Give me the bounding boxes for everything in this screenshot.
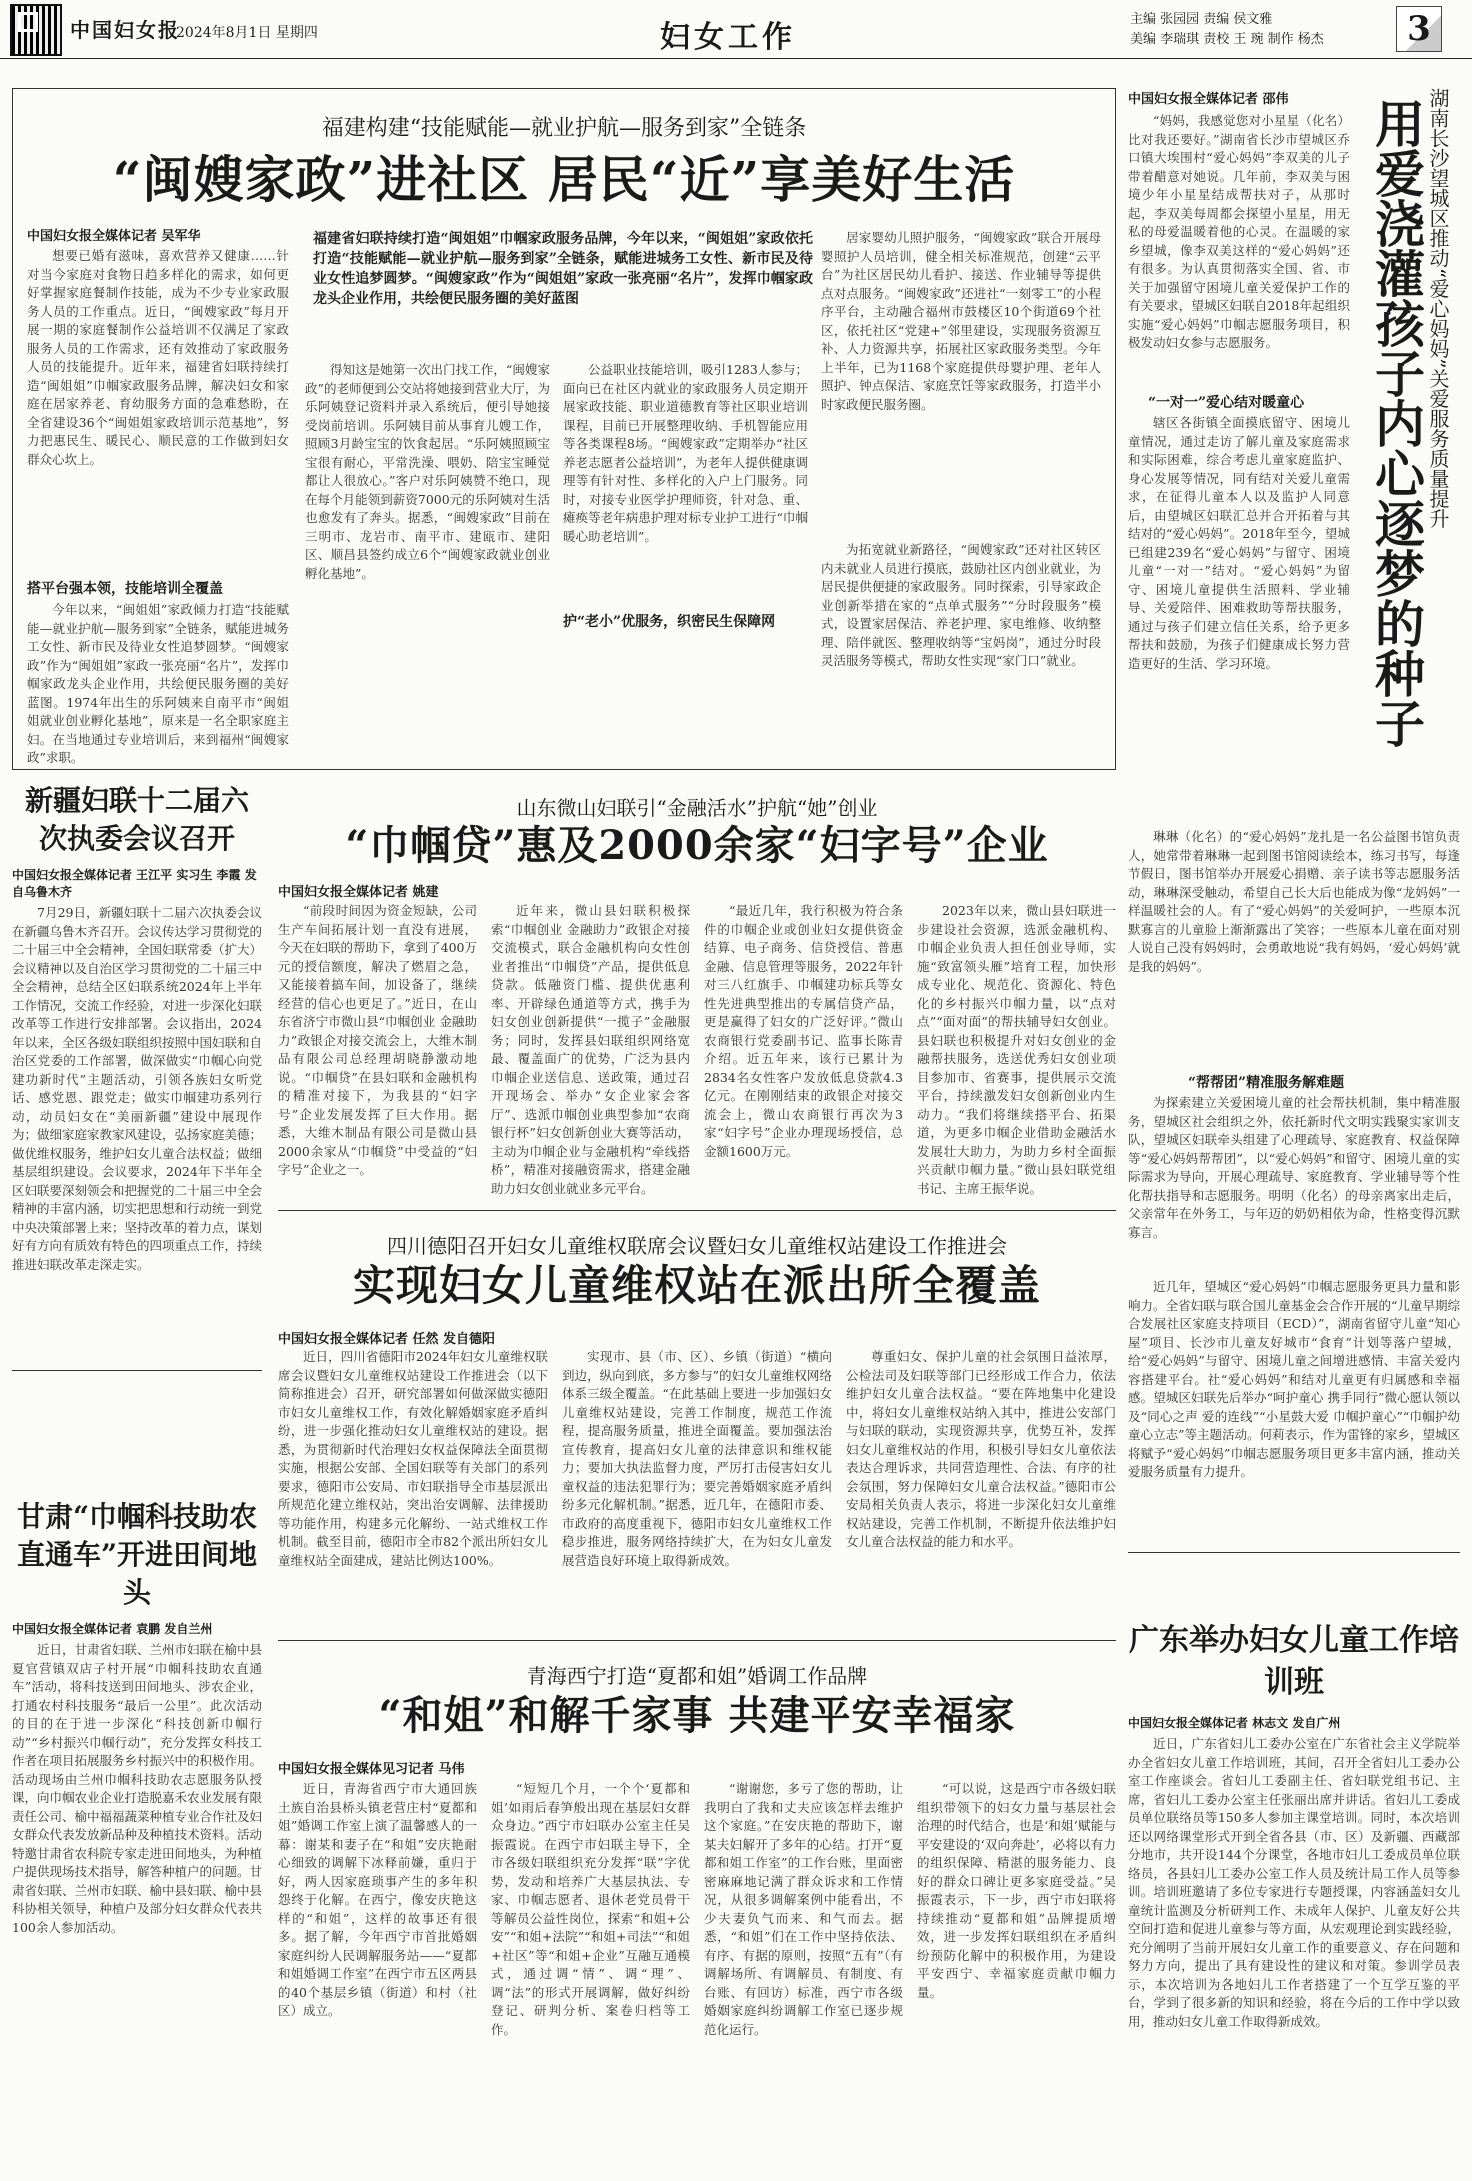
editors-line-2: 美编 李瑞琪 责校 王 琬 制作 杨杰 (1130, 32, 1324, 47)
paragraph: 近年来，微山县妇联积极探索“巾帼创业 金融助力”政银企对接交流模式，联合金融机构向女性创业者推出“巾帼贷”产品，提供低息贷款。低融资门槛、提供优惠利率、开辟绿色通道等方式，携手为妇女创业创新提供“一揽子”金融服务；同时，发挥县妇联组织网络宽最、覆盖面广的优势，广泛为县内巾帼企业送信息、送政策，通过召开现场会、举办“女企业家会客厅”、选派巾帼创业典型参加“农商银行杯”妇女创新创业大赛等活动，主动为巾帼企业与金融机构“牵线搭桥”，精准对接融资需求，搭建金融助力妇女创业就业多元平台。 (491, 903, 690, 1196)
section-title: 妇女工作 (660, 20, 796, 55)
article-byline: 中国妇女报全媒体记者 林志文 发自广州 (1128, 1716, 1341, 1730)
article-column (278, 1780, 477, 2148)
article-xinjiang (12, 782, 262, 1362)
paragraph: 想要已婚有滋味，喜欢营养又健康……针对当今家庭对食物日趋多样化的需求，如何更好掌握家庭餐制作技能，成为不少专业家政服务人员的工作重点。近日，“闽嫂家政”每月开展一期的家庭餐制作公益培训不仅满足了家政服务人员的工作需求，还有效推动了家政服务人员的技能提升。近年来，福建省妇联持续打造“闽姐姐”巾帼家政服务品牌，解决妇女和家庭在居家养老、育幼服务方面的急难愁盼，在全省建设36个“闽姐姐家政培训示范基地”，努力把惠民生、暖民心、顺民意的工作做到妇女群众心坎上。 (27, 248, 289, 467)
article-guangdong (1128, 1620, 1460, 2150)
article-byline: 中国妇女报全媒体记者 邵伟 (1128, 92, 1289, 107)
article-headline: 实现妇女儿童维权站在派出所全覆盖 (352, 1261, 1041, 1310)
article-sichuan (278, 1216, 1116, 1626)
paragraph: 2023年以来，微山县妇联进一步建设社会资源，选派金融机构、巾帼企业负责人担任创业导师，实施“致富领头雁”培育工程，加快形成专业化、规范化、资源化、特色化的乡村振兴巾帼力量，以“点对点”“面对面”的帮扶辅导妇女创业。县妇联也积极提升对妇女创业的金融帮扶服务，选送优秀妇女创业项目参加市、省赛事，提供展示交流平台，持续激发妇女创新创业内生动力。“我们将继续搭平台、拓渠道，为更多巾帼企业借助金融活水发展壮大助力，为助力乡村全面振兴贡献巾帼力量。”微山县妇联党组书记、主席王振华说。 (917, 903, 1116, 1196)
paragraph: 实现市、县（市、区）、乡镇（街道）“横向到边，纵向到底，多方参与”的妇女儿童维权网络体系三级全覆盖。“在此基础上要进一步加强妇女儿童维权站建设，完善工作制度，规范工作流程，提高服务质量，推进全面覆盖。要加强法治宣传教育，提高妇女儿童的法律意识和维权能力；要加大执法监督力度，严厉打击侵害妇女儿童权益的违法犯罪行为；要完善婚姻家庭矛盾纠纷多元化解机制。”据悉，近几年，在德阳市委、市政府的高度重视下，德阳市妇女儿童维权工作稳步推进，服务网络持续扩大，在为妇女儿童发展营造良好环境上取得新成效。 (562, 1349, 832, 1568)
article-column (27, 247, 289, 577)
article-column (821, 229, 1101, 529)
article-column (1128, 112, 1350, 382)
article-column (1128, 1094, 1460, 1274)
article-column (491, 902, 690, 1196)
article-headline: “闽嫂家政”进社区 居民“近”享美好生活 (112, 150, 1016, 209)
article-column (12, 1641, 262, 2181)
article-byline: 中国妇女报全媒体记者 姚建 (278, 885, 439, 900)
article-byline: 中国妇女报全媒体记者 王江平 实习生 李霞 发自乌鲁木齐 (12, 868, 257, 899)
article-column (278, 1348, 548, 1616)
article-byline: 中国妇女报全媒体见习记者 马伟 (278, 1762, 465, 1777)
divider (278, 1640, 1116, 1641)
paragraph: 近几年，望城区“爱心妈妈”巾帼志愿服务更具力量和影响力。全省妇联与联合国儿童基金会合作开展的“儿童早期综合发展社区家庭支持项目（ECD）”，湖南省留守儿童“知心屋”项目、长沙市儿童友好城市“食育”计划等落户望城，给“爱心妈妈”与留守、困境儿童之间增进感情、丰富关爱内容搭建平台。社“爱心妈妈”和结对儿童更有归属感和幸福感。望城区妇联先后举办“呵护童心 携手同行”微心愿认领以及“同心之声 爱的连线”“小星鼓大爱 巾帼护童心”“巾帼护幼 童心立志”等主题活动。何莉表示，作为雷锋的家乡，望城区将赋予“爱心妈妈”巾帼志愿服务项目更多丰富内涵，推动关爱服务质量有力提升。 (1128, 1279, 1460, 1479)
paragraph: “前段时间因为资金短缺，公司生产车间拓展计划一直没有进展，今天在妇联的帮助下，拿到了400万元的授信额度，解决了燃眉之急，又能接着搞车间，加设备了，继续经营的信心也更足了。”近日，在山东省济宁市微山县“巾帼创业 金融助力”政银企对接交流会上，大维木制品有限公司总经理胡晓静激动地说。“巾帼贷”在县妇联和金融机构的精准对接下，为我县的“妇字号”企业发展发挥了巨大作用。据悉，大维木制品有限公司是微山县2000余家从“巾帼贷”中受益的“妇字号”企业之一。 (278, 903, 477, 1177)
article-qinghai (278, 1648, 1116, 2153)
article-column (563, 361, 808, 596)
article-column (704, 1780, 903, 2148)
subheading: “一对一”爱心结对暖童心 (1148, 395, 1305, 411)
page-header (0, 0, 1472, 59)
article-column (1128, 414, 1350, 814)
divider (12, 1370, 262, 1371)
paragraph: 为拓宽就业新路径，“闽嫂家政”还对社区转区内未就业人员进行摸底，鼓励社区内创业就业，为居民提供便捷的家政服务。同时探索，引导家政企业创新举措在家的“点单式服务”“分时段服务”模式，设置家居保洁、养老护理、家电维修、收纳整理、陪伴就医、整理收纳等“宝妈岗”，通过分时段灵活服务等模式，帮助女性实现“家门口”就业。 (821, 542, 1101, 668)
divider (1128, 1552, 1460, 1553)
article-column (917, 902, 1116, 1196)
article-column (1128, 1278, 1460, 1540)
article-kicker: 四川德阳召开妇女儿童维权联席会议暨妇女儿童维权站建设工作推进会 (387, 1234, 1007, 1258)
article-byline: 中国妇女报全媒体记者 吴军华 (27, 229, 201, 244)
page-number: 3 (1396, 6, 1442, 52)
article-column (491, 1780, 690, 2148)
article-byline: 中国妇女报全媒体记者 任然 发自德阳 (278, 1332, 496, 1347)
article-headline: “巾帼贷”惠及2000余家“妇字号”企业 (345, 822, 1049, 869)
subheading: 护“老小”优服务，织密民生保障网 (563, 614, 776, 630)
paragraph: 近日，四川省德阳市2024年妇女儿童维权联席会议暨妇女儿童维权站建设工作推进会（以下简称推进会）召开，研究部署如何做深做实德阳市妇女儿童维权工作，有效化解婚姻家庭矛盾纠纷，进一步强化推动妇女儿童维权站的建设。据悉，为贯彻新时代治理妇女权益保障法全面贯彻实施，根据公安部、全国妇联等有关部门的系列要求，德阳市公安局、市妇联指导全市基层派出所规范化建立维权站，突出治安调解、法律援助等功能作用，构建多元化解纷、一站式维权工作机制。截至目前，德阳市全市82个派出所妇女儿童维权站全面建成，建站比例达100%。 (278, 1349, 548, 1568)
editors-credits (1130, 10, 1380, 50)
article-column (12, 904, 262, 1344)
paragraph: “短短几个月，一个个‘夏都和姐’如雨后春笋般出现在基层妇女群众身边。”西宁市妇联办公室主任吴振霞说。在西宁市妇联主导下，全市各级妇联组织充分发挥“联”字优势，发动和培养广大基层执法、专家、巾帼志愿者、退休老党员骨干等解员公益性岗位，探索“和姐+公安”“和姐+法院”“和姐+司法”“和姐+社区”等“和姐+企业”互融互通模式，通过调“情”、调“理”、调“法”的形式开展调解，做好纠纷登记、研判分析、案卷归档等工作。 (491, 1781, 690, 2037)
article-kicker: 青海西宁打造“夏都和姐”婚调工作品牌 (526, 1664, 868, 1688)
article-column (27, 601, 289, 765)
article-shandong (278, 778, 1116, 1198)
paragraph: 近日，甘肃省妇联、兰州市妇联在榆中县夏官营镇双店子村开展“巾帼科技助农直通车”活动，将科技送到田间地头、涉农企业，打通农村科技服务“最后一公里”。此次活动的目的在于进一步深化“科技创新巾帼行动”“乡村振兴巾帼行动”，充分发挥女科技工作者在项目拓展服务乡村振兴中的积极作用。活动现场由兰州巾帼科技助农志愿服务队授课，向巾帼农业企业打造脱嘉禾农业发展有限责任公司、榆中福福蔬菜种植专业合作社及妇女群众代表发放新品种及种植技术资料。活动特邀甘肃省农科院专家走进田间地头，为种植户提供现场技术指导，解答种植户的问题。甘肃省妇联、兰州市妇联、榆中县妇联、榆中县科协相关领导，种植户及部分妇女群众代表共100余人参加活动。 (12, 1642, 263, 1935)
article-headline: 甘肃“巾帼科技助农直通车”开进田间地头 (16, 1500, 258, 1609)
article-kicker: 福建构建“技能赋能—就业护航—服务到家”全链条 (321, 116, 807, 141)
paragraph: 琳琳（化名）的“爱心妈妈”龙扎是一名公益图书馆负责人，她常带着琳琳一起到图书馆阅读绘本，练习书写，每逢节假日，图书馆举办开展爱心捐赠、亲子读书等志愿服务活动，琳琳深受触动，希望自己长大后也能成为像“龙妈妈”一样温暖社会的人。有了“爱心妈妈”的关爱呵护，一些原本沉默寡言的儿童脸上渐渐露出了笑容；一些原本儿童在面对别人说自己没有妈妈时，会勇敢地说“我有妈妈，‘爱心妈妈’就是我的妈妈”。 (1128, 829, 1460, 974)
article-lede: 福建省妇联持续打造“闽姐姐”巾帼家政服务品牌，今年以来，“闽姐姐”家政依托打造“技能赋能—就业护航—服务到家”全链条，赋能进城务工女性、新市民及待业女性追梦圆梦。“闽嫂家政”作为“闽姐姐”家政一张亮丽“名片”，发挥巾帼家政龙头企业作用，共绘便民服务圈的美好蓝图 (313, 231, 813, 307)
article-columns (278, 902, 1116, 1196)
article-columns (278, 1780, 1116, 2148)
newspaper-brand: 中国妇女报 (70, 18, 180, 42)
paragraph: “谢谢您，多亏了您的帮助，让我明白了我和丈夫应该怎样去维护这个家庭。”在安庆艳的帮助下，谢某夫妇解开了多年的心结。打开“夏都和姐工作室”的工作台账，里面密密麻麻地记满了群众诉求和工作情况，从很多调解案例中能看出，不少夫妻负气而来、和气而去。据悉，“和姐”们在工作中坚持依法、有序、有据的原则，按照“五有”（有调解场所、有调解员、有制度、有台账、有回访）标准，西宁市各级婚姻家庭纠纷调解工作室已逐步规范化运行。 (704, 1781, 903, 2037)
paragraph: 为探索建立关爱困境儿童的社会帮扶机制，集中精准服务，望城区社会组织之外，依托新时代文明实践聚实家训支队，望城区妇联牵头组建了心理疏导、家庭教育、权益保障等“爱心妈妈帮帮团”，以“爱心妈妈”和留守、困境儿童的实际需求为导向，开展心理疏导、家庭教育、学业辅导等个性化帮扶指导和志愿服务。明明（化名）的母亲离家出走后，父亲常年在外务工，与年迈的奶奶相依为命，性格变得沉默寡言。 (1128, 1095, 1460, 1240)
paragraph: 近日，广东省妇儿工委办公室在广东省社会主义学院举办全省妇女儿童工作培训班，其间，召开全省妇儿工委办公室工作座谈会。省妇儿工委副主任、省妇联党组书记、主席，省妇儿工委办公室主任张丽出席并讲话。省妇儿工委成员单位联络员等150多人参加主课堂培训。同时，本次培训还以网络课堂形式开到全省各县（市、区）及新疆、西藏部分地市，共开设144个分课堂，各地市妇儿工委成员单位联络员，各县妇儿工委办公室工作人员及统计局工作人员等参训。培训班邀请了多位专家进行专题授课，内容涵盖妇女儿童统计监测及分析研判工作、未成年人保护、儿童友好公共空间打造和促进儿童参与等方面，从宏观理论到实践经验，充分阐明了当前开展妇女儿童工作的重要意义、存在问题和努力方向，提出了具有建设性的建议和对策。参训学员表示，本次培训为各地妇儿工作者搭建了一个互学互鉴的平台，学到了很多新的知识和经验，将在今后的工作中学以致用，推动妇女儿童工作取得新成效。 (1128, 1736, 1460, 2029)
article-kicker: 湖南长沙望城区推动“爱心妈妈”关爱服务质量提升 (1426, 88, 1450, 529)
subheading: 搭平台强本领，技能培训全覆盖 (27, 581, 223, 597)
paragraph: 7月29日，新疆妇联十二届六次执委会议在新疆乌鲁木齐召开。会议传达学习贯彻党的二十届三中全会精神，全国妇联常委（扩大）会议精神以及自治区学习贯彻党的二十届三中全会精神，总结全区妇联系统2024年上半年工作情况，交流工作经验，对进一步深化妇联改革等工作进行安排部署。会议指出，2024年以来，全区各级妇联组织按照中国妇联和自治区党委的工作部署，做深做实“巾帼心向党 建功新时代”主题活动，引领各族妇女听党话、感党恩、跟党走；做实巾帼建功系列行动，动员妇女在“美丽新疆”建设中展现作为；做细家庭家教家风建设，弘扬家庭美德；做优维权服务，维护妇女儿童合法权益；做细基层组织建设。会议要求，2024年下半年全区妇联要深刻领会和把握党的二十届三中全会精神的丰富内涵，切实把思想和行动统一到党中央决策部署上来；坚持改革的着力点，谋划好有方向有质效有特色的四项重点工作，持续推进妇联改革走深走实。 (12, 905, 263, 1272)
article-headline: “和姐”和解千家事 共建平安幸福家 (378, 1692, 1016, 1739)
article-headline: 新疆妇联十二届六次执委会议召开 (24, 784, 249, 855)
article-headline: 广东举办妇女儿童工作培训班 (1129, 1623, 1459, 1700)
article-column (917, 1780, 1116, 2148)
paragraph: 得知这是她第一次出门找工作，“闽嫂家政”的老师便到公交站将她接到营业大厅，为乐阿姨登记资料并录入系统后，便引导她接受岗前培训。乐阿姨目前从事育儿嫂工作，照顾3月龄宝宝的饮食起居。“乐阿姨照顾宝宝很有耐心，平常洗澡、喂奶、陪宝宝睡觉都让人很放心。”客户对乐阿姨赞不绝口，现在每个月能领到薪资7000元的乐阿姨对生活也愈发有了奔头。据悉，“闽嫂家政”目前在三明市、龙岩市、南平市、建瓯市、建阳区、顺昌县签约成立6个“闽嫂家政就业创业孵化基地”。 (305, 362, 550, 581)
article-column (1128, 1735, 1460, 2135)
article-column (704, 902, 903, 1187)
paragraph: 今年以来，“闽姐姐”家政倾力打造“技能赋能—就业护航—服务到家”全链条，赋能进城务工女性、新市民及待业女性追梦圆梦。“闽嫂家政”作为“闽姐姐”家政一张亮丽“名片”，发挥巾帼家政龙头企业作用，共绘便民服务圈的美好蓝图。1974年出生的乐阿姨来自南平市“闽姐姐就业创业孵化基地”，原来是一名全职家庭主妇。在当地通过专业培训后，来到福州“闽嫂家政”求职。 (27, 602, 289, 765)
article-column (846, 1348, 1116, 1616)
paragraph: “最近几年，我行积极为符合条件的巾帼企业或创业妇女提供资金结算、电子商务、信贷授信、普惠金融、信息管理等服务，2022年针对三八红旗手、巾帼建功标兵等女性先进典型推出的专属信贷产品，更是赢得了妇女的广泛好评。”微山农商银行党委副书记、监事长陈青介绍。近五年来，该行已累计为2834名女性客户发放低息贷款4.3亿元。在刚刚结束的政银企对接交流会上，微山农商银行再次为3家“妇字号”企业办理现场授信，总金额1600万元。 (704, 903, 903, 1159)
issue-date: 2024年8月1日 星期四 (176, 25, 318, 41)
paragraph: 居家婴幼儿照护服务，“闽嫂家政”联合开展母婴照护人员培训，健全相关标准规范，创建“云平台”为社区居民幼儿看护、接送、作业辅导等提供点对点服务。“闽嫂家政”还进社“一刻零工”的小程序平台，主动融合福州市鼓楼区10个街道69个社区，依托社区“党建+”邻里建设，实现服务资源互补、人力资源共享，拓展社区家政服务类型。今年上半年，已为1168个家庭提供母婴护理、老年人照护、钟点保洁、家庭烹饪等家政服务，打造半小时家政便民服务圈。 (821, 230, 1101, 412)
editors-line-1: 主编 张园园 责编 侯文雅 (1130, 12, 1273, 27)
article-column (278, 902, 477, 1187)
article-column (562, 1348, 832, 1616)
paragraph: 辖区各街镇全面摸底留守、困境儿童情况，通过走访了解儿童及家庭需求和实际困难，综合考虑儿童家庭监护、身心发展等情况，同有结对关爱儿童需求，在征得儿童本人以及监护人同意后，由望城区妇联汇总并合开拓着与其结对的“爱心妈妈”。2018年至今，望城已组建239名“爱心妈妈”与留守、困境儿童“一对一”结对。“爱心妈妈”为留守、困境儿童提供生活照料、学业辅导、关爱陪伴、困难救助等帮扶服务，通过与孩子们建立信任关系，给予更多帮扶和鼓励，为孩子们健康成长努力营造更好的生活、学习环境。 (1128, 415, 1350, 671)
article-headline: 用爱浇灌孩子内心逐梦的种子 (1367, 98, 1426, 748)
article-column (305, 361, 550, 761)
article-column (821, 541, 1101, 761)
article-column (1128, 828, 1460, 1058)
article-fujian (12, 88, 1116, 770)
article-hunan (1128, 88, 1460, 1543)
paragraph: 近日，青海省西宁市大通回族土族自治县桥头镇老营庄村“夏都和姐”婚调工作室上演了温馨感人的一幕：谢某和妻子在“和姐”安庆艳耐心细致的调解下冰释前嫌，重归于好，两人因家庭琐事产生的多年积怨终于化解。在西宁，像安庆艳这样的“和姐”，这样的故事还有很多。据了解，今年西宁市首批婚姻家庭纠纷人民调解服务站——“夏都和姐婚调工作室”在西宁市五区两县的40个基层乡镇（街道）和村（社区）成立。 (278, 1781, 477, 2018)
qr-code-icon (12, 6, 60, 54)
article-kicker: 山东微山妇联引“金融活水”护航“她”创业 (516, 796, 878, 820)
paragraph: “妈妈，我感觉您对小星星（化名）比对我还要好。”湖南省长沙市望城区乔口镇大埃围村“爱心妈妈”李双美的儿子带着醋意对她说。几年前，李双美与困境少年小星星结成帮扶对子，从那时起，李双美每周都会探望小星星，用无私的母爱温暖着他的心灵。在温暖的家乡望城，像李双美这样的“爱心妈妈”还有很多。为认真贯彻落实全国、省、市关于加强留守困境儿童关爱保护工作的有关要求，望城区妇联自2018年起组织实施“爱心妈妈”巾帼志愿服务项目，积极发动妇女参与志愿服务。 (1128, 113, 1350, 350)
paragraph: “可以说，这是西宁市各级妇联组织带领下的妇女力量与基层社会治理的时代结合，也是‘和姐’赋能与平安建设的‘双向奔赴’，必将以有力的组织保障、精湛的服务能力、良好的群众口碑让更多家庭受益。”吴振霞表示，下一步，西宁市妇联将持续推动“夏都和姐”品牌提质增效，进一步发挥妇联组织在矛盾纠纷预防化解中的积极作用，为建设平安西宁、幸福家庭贡献巾帼力量。 (917, 1781, 1116, 2000)
article-byline: 中国妇女报全媒体记者 袁鹏 发自兰州 (12, 1622, 213, 1636)
divider (278, 1210, 1116, 1211)
paragraph: 尊重妇女、保护儿童的社会氛围日益浓厚，公检法司及妇联等部门已经形成工作合力，依法维护妇女儿童合法权益。“要在阵地集中化建设中，将妇女儿童维权站纳入其中，推进公安部门与妇联的联动，实现资源共享，优势互补，发挥妇女儿童维权站的作用，积极引导妇女儿童依法表达合理诉求，共同营造理性、合法、有序的社会氛围，努力保障妇女儿童合法权益。”德阳市公安局相关负责人表示，将进一步深化妇女儿童维权站建设，完善工作机制，不断提升依法维护妇女儿童合法权益的能力和水平。 (846, 1349, 1116, 1549)
paragraph: 公益职业技能培训，吸引1283人参与；面向已在社区内就业的家政服务人员定期开展家政技能、职业道德教育等社区职业培训课程，目前已开展整理收纳、手机智能应用等各类课程8场。“闽嫂家政”定期举办“社区养老志愿者公益培训”，为老年人提供健康调理等有针对性、多样化的入户上门服务。同时，对接专业医学护理师资，针对急、重、瘫痪等老年病患护理对标专业护工进行“巾帼暖心助老培训”。 (563, 362, 808, 544)
article-columns (278, 1348, 1116, 1616)
article-gansu (12, 1498, 262, 2148)
subheading: “帮帮团”精准服务解难题 (1188, 1075, 1345, 1091)
